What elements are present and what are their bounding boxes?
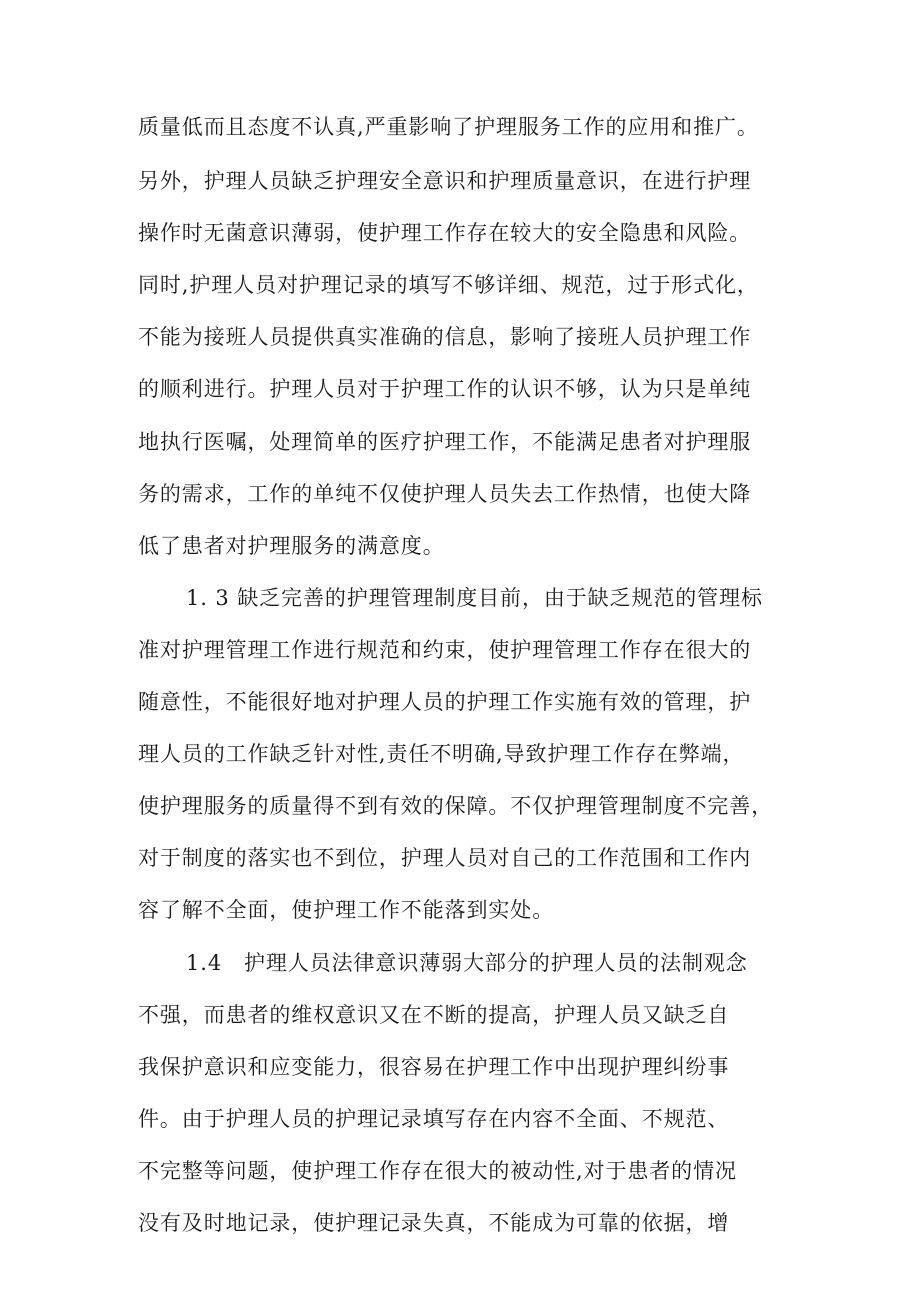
text-line: 地执行医嘱，处理简单的医疗护理工作，不能满足患者对护理服	[138, 430, 752, 454]
text-line: 使护理服务的质量得不到有效的保障。不仅护理管理制度不完善，	[138, 794, 774, 818]
text-line: 务的需求，工作的单纯不仅使护理人员失去工作热情，也使大降	[138, 482, 752, 506]
text-line: 容了解不全面，使护理工作不能落到实处。	[138, 898, 555, 922]
text-line: 随意性，不能很好地对护理人员的护理工作实施有效的管理，护	[138, 690, 752, 714]
text-line: 不强，而患者的维权意识又在不断的提高，护理人员又缺乏自	[138, 1003, 730, 1027]
text-line: 我保护意识和应变能力，很容易在护理工作中出现护理纠纷事	[138, 1055, 730, 1079]
text-line: 操作时无菌意识薄弱，使护理工作存在较大的安全隐患和风险。	[138, 221, 752, 245]
text-line: 件。由于护理人员的护理记录填写存在内容不全面、不规范、	[138, 1107, 730, 1131]
text-line: 低了患者对护理服务的满意度。	[138, 534, 445, 558]
text-line: 另外，护理人员缺乏护理安全意识和护理质量意识，在进行护理	[138, 169, 752, 193]
section-heading-1-4: 1.4 护理人员法律意识薄弱大部分的护理人员的法制观念	[186, 951, 748, 975]
section-heading-1-3: 1. 3 缺乏完善的护理管理制度目前，由于缺乏规范的管理标	[186, 586, 763, 610]
text-line: 不完整等问题，使护理工作存在很大的被动性,对于患者的情况	[138, 1159, 737, 1183]
text-line: 的顺利进行。护理人员对于护理工作的认识不够，认为只是单纯	[138, 377, 752, 401]
text-line: 同时,护理人员对护理记录的填写不够详细、规范，过于形式化，	[138, 273, 759, 297]
text-line: 质量低而且态度不认真,严重影响了护理服务工作的应用和推广。	[138, 115, 759, 139]
text-line: 对于制度的落实也不到位，护理人员对自己的工作范围和工作内	[138, 846, 752, 870]
text-line: 理人员的工作缺乏针对性,责任不明确,导致护理工作存在弊端，	[138, 742, 745, 766]
text-line: 准对护理管理工作进行规范和约束，使护理管理工作存在很大的	[138, 638, 752, 662]
text-line: 不能为接班人员提供真实准确的信息，影响了接班人员护理工作	[138, 325, 752, 349]
text-line: 没有及时地记录，使护理记录失真，不能成为可靠的依据，增	[138, 1211, 730, 1235]
